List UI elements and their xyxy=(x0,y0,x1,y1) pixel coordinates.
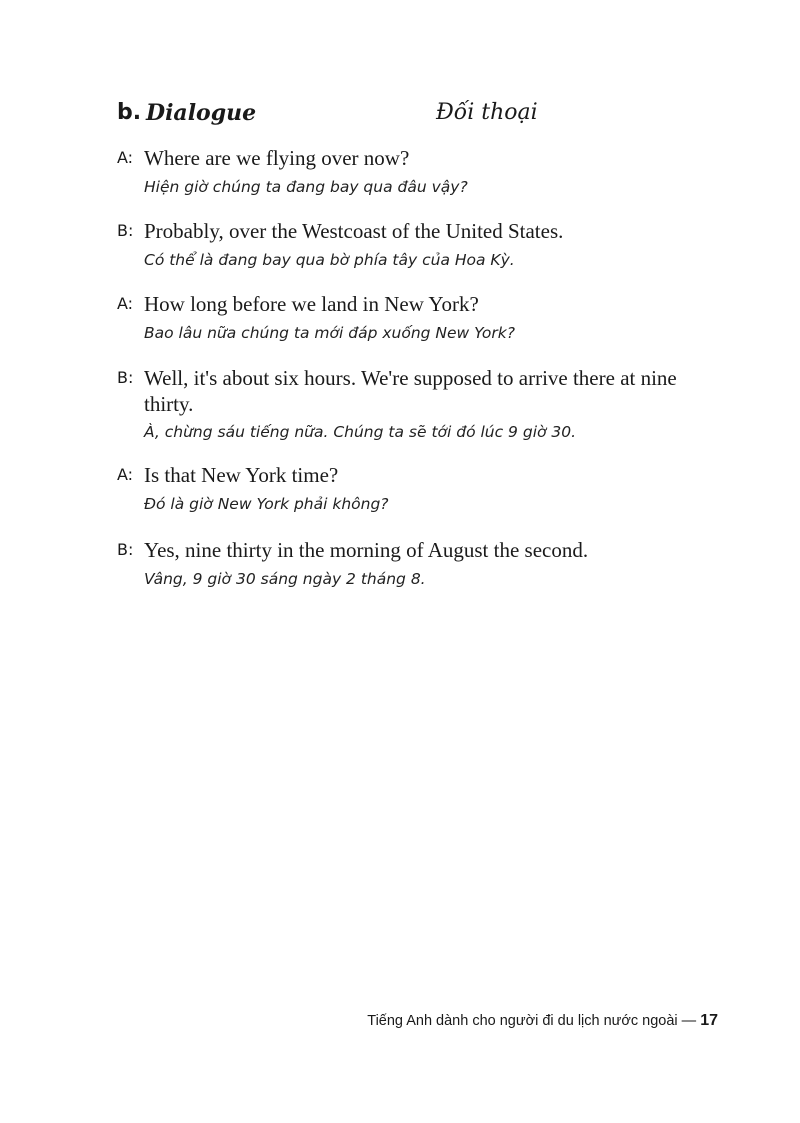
page-number: 17 xyxy=(700,1012,718,1029)
speaker-label: A: xyxy=(117,148,134,167)
english-text: Where are we flying over now? xyxy=(144,146,410,170)
section-title-vi: Đối thoại xyxy=(436,100,538,125)
vietnamese-translation: À, chừng sáu tiếng nữa. Chúng ta sẽ tới đó lúc 9 giờ 30. xyxy=(144,423,577,441)
vietnamese-translation: Hiện giờ chúng ta đang bay qua đâu vậy? xyxy=(144,178,468,196)
book-title: Tiếng Anh dành cho người đi du lịch nước ngoài — xyxy=(367,1013,697,1029)
vietnamese-translation: Có thể là đang bay qua bờ phía tây của Hoa Kỳ. xyxy=(144,251,515,269)
english-text: How long before we land in New York? xyxy=(144,292,479,316)
vietnamese-translation: Bao lâu nữa chúng ta mới đáp xuống New York? xyxy=(144,324,515,342)
english-text: Probably, over the Westcoast of the United States. xyxy=(144,219,564,243)
section-letter: b. xyxy=(117,100,142,125)
speaker-label: B: xyxy=(117,540,134,559)
page-footer xyxy=(300,1011,718,1031)
english-text: Is that New York time? xyxy=(144,463,339,487)
vietnamese-translation: Đó là giờ New York phải không? xyxy=(144,495,389,513)
speaker-label: A: xyxy=(117,465,134,484)
speaker-label: B: xyxy=(117,221,134,240)
english-text: Yes, nine thirty in the morning of August the second. xyxy=(144,538,589,562)
section-title-en: Dialogue xyxy=(146,100,257,126)
speaker-label: B: xyxy=(117,368,134,387)
speaker-label: A: xyxy=(117,294,134,313)
english-text: Well, it's about six hours. We're supposed to arrive there at nine thirty. xyxy=(144,366,677,416)
vietnamese-translation: Vâng, 9 giờ 30 sáng ngày 2 tháng 8. xyxy=(144,570,426,588)
section-heading xyxy=(117,98,717,132)
